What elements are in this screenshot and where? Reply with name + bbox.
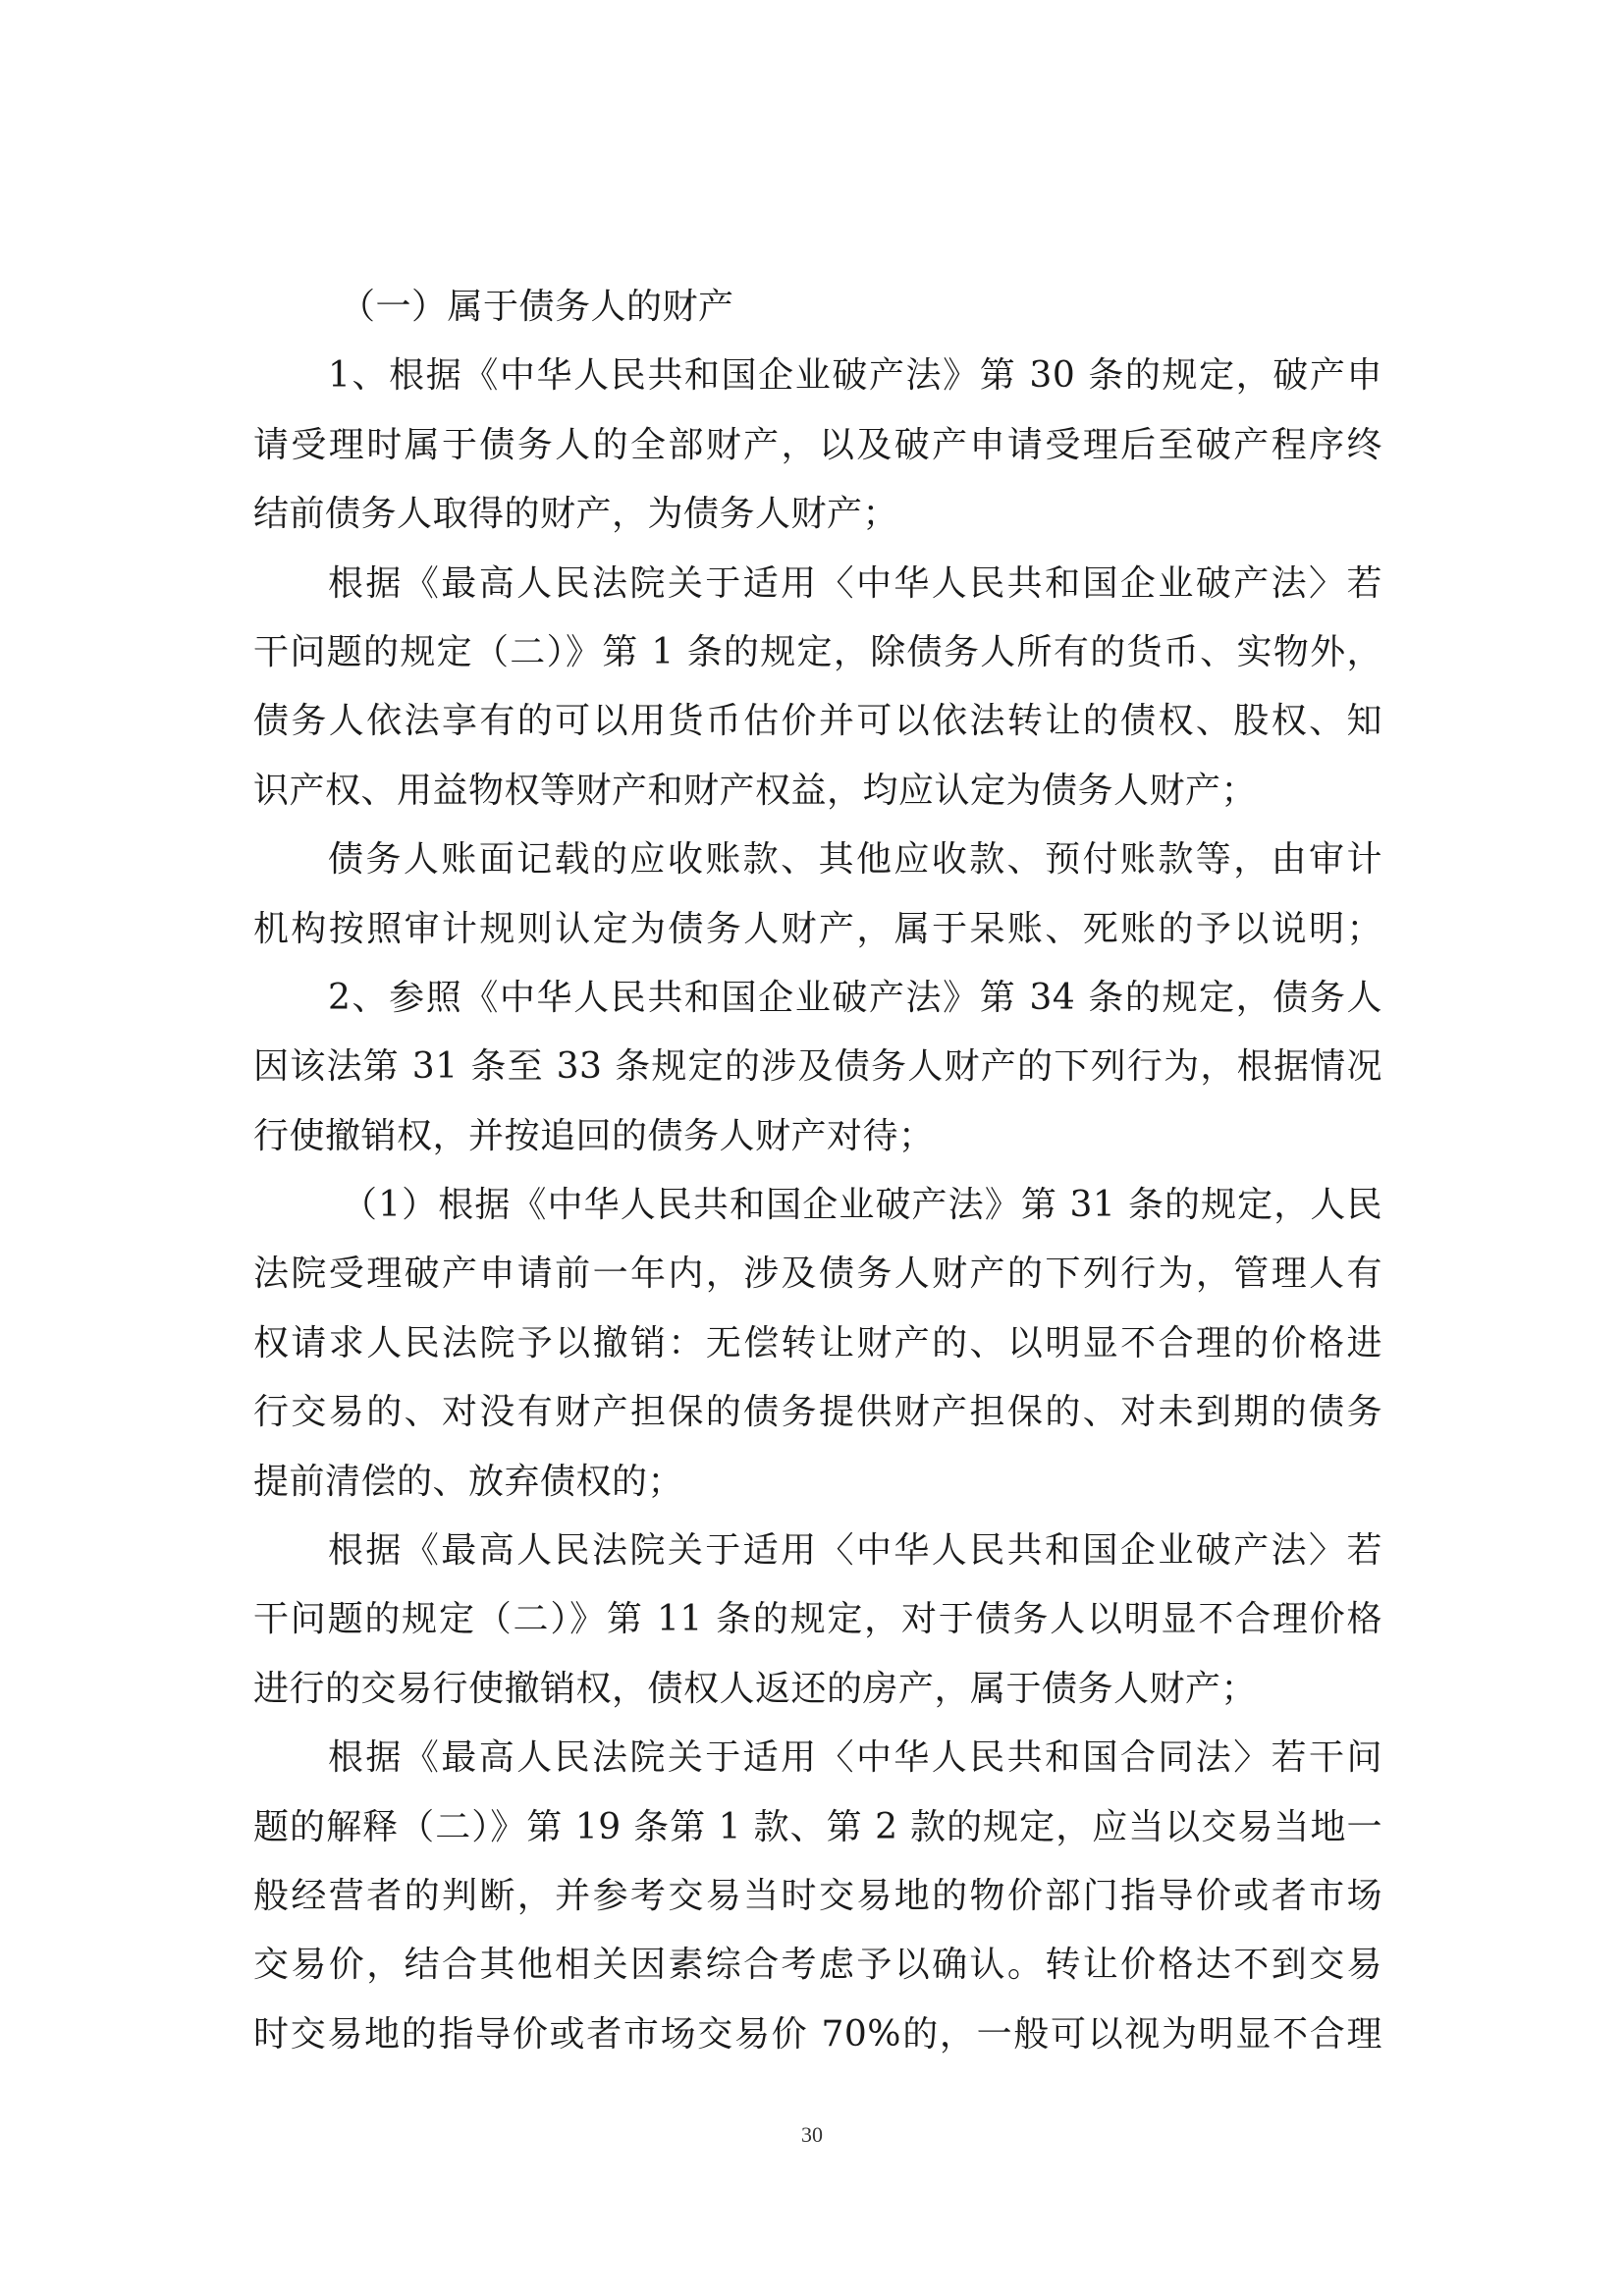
text-line: 行交易的、对没有财产担保的债务提供财产担保的、对未到期的债务 — [253, 1392, 1382, 1433]
text-line: 干问题的规定（二）》第 11 条的规定，对于债务人以明显不合理价格 — [253, 1599, 1382, 1640]
text-line: 债务人依法享有的可以用货币估价并可以依法转让的债权、股权、知 — [253, 701, 1382, 742]
text-line: 题的解释（二）》第 19 条第 1 款、第 2 款的规定，应当以交易当地一 — [253, 1806, 1382, 1847]
text-line: 机构按照审计规则认定为债务人财产，属于呆账、死账的予以说明； — [253, 908, 1382, 949]
text-line: 根据《最高人民法院关于适用〈中华人民共和国企业破产法〉若 — [328, 562, 1382, 604]
text-line: 交易价，结合其他相关因素综合考虑予以确认。转让价格达不到交易 — [253, 1945, 1382, 1986]
page-number: 30 — [801, 2122, 823, 2147]
text-line: 1、根据《中华人民共和国企业破产法》第 30 条的规定，破产申 — [328, 355, 1382, 397]
text-line: 请受理时属于债务人的全部财产，以及破产申请受理后至破产程序终 — [253, 424, 1382, 465]
text-line: 结前债务人取得的财产，为债务人财产； — [253, 494, 899, 535]
text-line: 进行的交易行使撤销权，债权人返还的房产，属于债务人财产； — [253, 1668, 1258, 1709]
text-line: 根据《最高人民法院关于适用〈中华人民共和国企业破产法〉若 — [328, 1530, 1382, 1572]
text-line: 权请求人民法院予以撤销：无偿转让财产的、以明显不合理的价格进 — [253, 1322, 1382, 1363]
text-line: 干问题的规定（二）》第 1 条的规定，除债务人所有的货币、实物外， — [253, 631, 1382, 672]
text-line: 提前清偿的、放弃债权的； — [253, 1461, 684, 1502]
body-text — [253, 273, 1382, 2069]
text-line: 法院受理破产申请前一年内，涉及债务人财产的下列行为，管理人有 — [253, 1254, 1382, 1295]
text-line: （一）属于债务人的财产 — [340, 287, 734, 327]
text-line: 债务人账面记载的应收账款、其他应收款、预付账款等，由审计 — [328, 839, 1382, 881]
text-line: 识产权、用益物权等财产和财产权益，均应认定为债务人财产； — [253, 770, 1258, 811]
text-line: 行使撤销权，并按追回的债务人财产对待； — [253, 1115, 935, 1156]
text-line: （1）根据《中华人民共和国企业破产法》第 31 条的规定，人民 — [342, 1185, 1382, 1226]
text-line: 根据《最高人民法院关于适用〈中华人民共和国合同法〉若干问 — [328, 1737, 1382, 1779]
text-line: 时交易地的指导价或者市场交易价 70%的，一般可以视为明显不合理 — [253, 2013, 1382, 2055]
text-line: 般经营者的判断，并参考交易当时交易地的物价部门指导价或者市场 — [253, 1875, 1382, 1916]
text-line: 因该法第 31 条至 33 条规定的涉及债务人财产的下列行为，根据情况 — [253, 1046, 1382, 1088]
text-line: 2、参照《中华人民共和国企业破产法》第 34 条的规定，债务人 — [328, 977, 1382, 1018]
